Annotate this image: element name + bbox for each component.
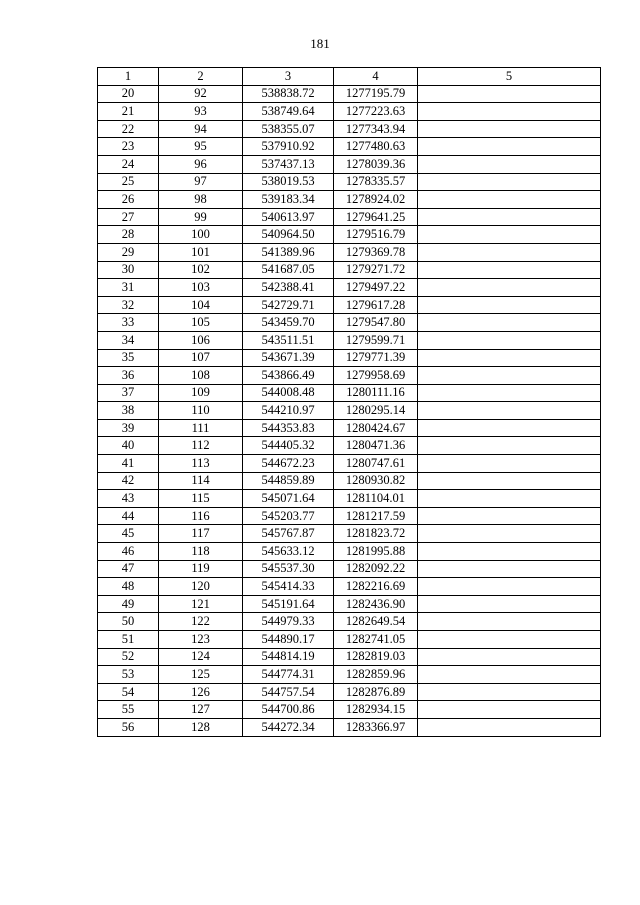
table-cell: 544008.48 bbox=[243, 384, 334, 402]
table-cell: 114 bbox=[159, 472, 243, 490]
table-cell: 1282859.96 bbox=[334, 666, 418, 684]
table-cell: 33 bbox=[98, 314, 159, 332]
table-row bbox=[98, 243, 601, 261]
table-row bbox=[98, 701, 601, 719]
table-cell: 32 bbox=[98, 296, 159, 314]
table-body bbox=[98, 85, 601, 736]
table-cell: 115 bbox=[159, 490, 243, 508]
table-cell: 50 bbox=[98, 613, 159, 631]
table-cell: 55 bbox=[98, 701, 159, 719]
table-cell: 1283366.97 bbox=[334, 718, 418, 736]
table-row bbox=[98, 525, 601, 543]
table-cell: 35 bbox=[98, 349, 159, 367]
table-cell: 538749.64 bbox=[243, 103, 334, 121]
table-cell: 98 bbox=[159, 191, 243, 209]
table-cell: 42 bbox=[98, 472, 159, 490]
table-cell: 107 bbox=[159, 349, 243, 367]
table-cell bbox=[418, 103, 601, 121]
table-cell bbox=[418, 437, 601, 455]
table-cell bbox=[418, 613, 601, 631]
table-cell bbox=[418, 191, 601, 209]
table-row bbox=[98, 367, 601, 385]
table-cell: 34 bbox=[98, 331, 159, 349]
table-cell bbox=[418, 560, 601, 578]
column-header: 4 bbox=[334, 68, 418, 86]
table-cell: 1280930.82 bbox=[334, 472, 418, 490]
table-cell: 112 bbox=[159, 437, 243, 455]
table-cell: 1277223.63 bbox=[334, 103, 418, 121]
table-cell: 543511.51 bbox=[243, 331, 334, 349]
table-row bbox=[98, 437, 601, 455]
table-cell bbox=[418, 718, 601, 736]
table-cell bbox=[418, 472, 601, 490]
table-cell: 101 bbox=[159, 243, 243, 261]
table-cell: 537910.92 bbox=[243, 138, 334, 156]
table-cell: 1278924.02 bbox=[334, 191, 418, 209]
table-cell: 28 bbox=[98, 226, 159, 244]
table-cell: 1282649.54 bbox=[334, 613, 418, 631]
table-cell bbox=[418, 296, 601, 314]
table-cell bbox=[418, 243, 601, 261]
table-row bbox=[98, 155, 601, 173]
table-row bbox=[98, 384, 601, 402]
table-cell: 43 bbox=[98, 490, 159, 508]
table-cell bbox=[418, 314, 601, 332]
table-cell: 128 bbox=[159, 718, 243, 736]
table-row bbox=[98, 208, 601, 226]
table-cell: 51 bbox=[98, 631, 159, 649]
table-cell: 542729.71 bbox=[243, 296, 334, 314]
table-cell: 25 bbox=[98, 173, 159, 191]
table-cell bbox=[418, 419, 601, 437]
table-cell: 538019.53 bbox=[243, 173, 334, 191]
table-row bbox=[98, 314, 601, 332]
table-cell: 1281995.88 bbox=[334, 543, 418, 561]
table-cell: 106 bbox=[159, 331, 243, 349]
table-row bbox=[98, 279, 601, 297]
table-cell: 113 bbox=[159, 455, 243, 473]
table-cell bbox=[418, 666, 601, 684]
table-cell: 1278335.57 bbox=[334, 173, 418, 191]
table-cell: 1279547.80 bbox=[334, 314, 418, 332]
table-cell: 117 bbox=[159, 525, 243, 543]
table-cell: 96 bbox=[159, 155, 243, 173]
table-cell: 56 bbox=[98, 718, 159, 736]
table-cell: 48 bbox=[98, 578, 159, 596]
table-cell bbox=[418, 261, 601, 279]
table-cell: 544814.19 bbox=[243, 648, 334, 666]
table-row bbox=[98, 718, 601, 736]
table-row bbox=[98, 543, 601, 561]
table-cell bbox=[418, 173, 601, 191]
table-cell bbox=[418, 138, 601, 156]
table-cell bbox=[418, 595, 601, 613]
table-cell: 1281217.59 bbox=[334, 507, 418, 525]
table-row bbox=[98, 349, 601, 367]
table-row bbox=[98, 296, 601, 314]
table-cell: 111 bbox=[159, 419, 243, 437]
table-cell bbox=[418, 701, 601, 719]
table-cell: 23 bbox=[98, 138, 159, 156]
table-cell: 1282436.90 bbox=[334, 595, 418, 613]
table-cell: 54 bbox=[98, 683, 159, 701]
table-cell bbox=[418, 648, 601, 666]
table-cell: 544405.32 bbox=[243, 437, 334, 455]
table-row bbox=[98, 103, 601, 121]
table-cell: 38 bbox=[98, 402, 159, 420]
table-cell bbox=[418, 683, 601, 701]
table-cell: 538838.72 bbox=[243, 85, 334, 103]
table-cell: 544774.31 bbox=[243, 666, 334, 684]
table-cell: 1281823.72 bbox=[334, 525, 418, 543]
table-row bbox=[98, 226, 601, 244]
table-cell: 41 bbox=[98, 455, 159, 473]
table-cell: 1279599.71 bbox=[334, 331, 418, 349]
table-cell: 126 bbox=[159, 683, 243, 701]
table-row bbox=[98, 331, 601, 349]
table-cell: 1277343.94 bbox=[334, 120, 418, 138]
table-cell: 46 bbox=[98, 543, 159, 561]
table-cell: 1279958.69 bbox=[334, 367, 418, 385]
table-cell: 1277195.79 bbox=[334, 85, 418, 103]
table-row bbox=[98, 85, 601, 103]
table-cell: 105 bbox=[159, 314, 243, 332]
table-cell: 1280295.14 bbox=[334, 402, 418, 420]
table-cell: 29 bbox=[98, 243, 159, 261]
table-cell: 1280424.67 bbox=[334, 419, 418, 437]
table-cell bbox=[418, 507, 601, 525]
table-cell: 45 bbox=[98, 525, 159, 543]
table-row bbox=[98, 138, 601, 156]
table-cell bbox=[418, 85, 601, 103]
table-cell bbox=[418, 331, 601, 349]
table-header-row bbox=[98, 68, 601, 86]
table-cell: 47 bbox=[98, 560, 159, 578]
table-cell: 1281104.01 bbox=[334, 490, 418, 508]
table-cell: 125 bbox=[159, 666, 243, 684]
table-cell: 1279641.25 bbox=[334, 208, 418, 226]
table-cell: 118 bbox=[159, 543, 243, 561]
table-row bbox=[98, 120, 601, 138]
table-cell: 53 bbox=[98, 666, 159, 684]
table-cell: 120 bbox=[159, 578, 243, 596]
table-cell: 543866.49 bbox=[243, 367, 334, 385]
table-cell: 1280471.36 bbox=[334, 437, 418, 455]
table-cell: 540613.97 bbox=[243, 208, 334, 226]
table-cell: 102 bbox=[159, 261, 243, 279]
table-cell: 544979.33 bbox=[243, 613, 334, 631]
table-cell: 544757.54 bbox=[243, 683, 334, 701]
table-cell: 545191.64 bbox=[243, 595, 334, 613]
table-cell: 1280111.16 bbox=[334, 384, 418, 402]
table-cell: 103 bbox=[159, 279, 243, 297]
table-cell: 109 bbox=[159, 384, 243, 402]
table-cell: 541389.96 bbox=[243, 243, 334, 261]
table-cell: 1277480.63 bbox=[334, 138, 418, 156]
table-cell: 26 bbox=[98, 191, 159, 209]
table-cell: 100 bbox=[159, 226, 243, 244]
table-cell: 1282216.69 bbox=[334, 578, 418, 596]
table-cell: 94 bbox=[159, 120, 243, 138]
table-cell: 1279617.28 bbox=[334, 296, 418, 314]
table-row bbox=[98, 578, 601, 596]
table-row bbox=[98, 490, 601, 508]
table-cell: 97 bbox=[159, 173, 243, 191]
table-cell: 95 bbox=[159, 138, 243, 156]
table-cell bbox=[418, 402, 601, 420]
table-cell: 1282092.22 bbox=[334, 560, 418, 578]
coordinates-table bbox=[97, 67, 601, 737]
table-row bbox=[98, 173, 601, 191]
table-row bbox=[98, 683, 601, 701]
table-cell bbox=[418, 631, 601, 649]
table-cell: 22 bbox=[98, 120, 159, 138]
table-cell: 116 bbox=[159, 507, 243, 525]
table-cell: 110 bbox=[159, 402, 243, 420]
table-cell: 543459.70 bbox=[243, 314, 334, 332]
table-cell: 49 bbox=[98, 595, 159, 613]
table-cell: 93 bbox=[159, 103, 243, 121]
table-cell: 545071.64 bbox=[243, 490, 334, 508]
table-row bbox=[98, 613, 601, 631]
table-cell: 544700.86 bbox=[243, 701, 334, 719]
table-cell: 44 bbox=[98, 507, 159, 525]
table-cell: 1282934.15 bbox=[334, 701, 418, 719]
table-cell bbox=[418, 578, 601, 596]
table-cell: 99 bbox=[159, 208, 243, 226]
table-cell: 123 bbox=[159, 631, 243, 649]
table-cell bbox=[418, 120, 601, 138]
table-cell: 104 bbox=[159, 296, 243, 314]
table-cell bbox=[418, 279, 601, 297]
table-row bbox=[98, 472, 601, 490]
table-cell: 124 bbox=[159, 648, 243, 666]
table-cell bbox=[418, 455, 601, 473]
table-cell: 21 bbox=[98, 103, 159, 121]
table-cell: 24 bbox=[98, 155, 159, 173]
table-cell: 540964.50 bbox=[243, 226, 334, 244]
table-cell: 27 bbox=[98, 208, 159, 226]
table-cell: 544272.34 bbox=[243, 718, 334, 736]
table-cell: 1282741.05 bbox=[334, 631, 418, 649]
table-cell: 37 bbox=[98, 384, 159, 402]
table-cell: 1278039.36 bbox=[334, 155, 418, 173]
table-row bbox=[98, 631, 601, 649]
table-cell: 52 bbox=[98, 648, 159, 666]
table-cell: 543671.39 bbox=[243, 349, 334, 367]
page-number: 181 bbox=[310, 36, 330, 51]
table-cell: 31 bbox=[98, 279, 159, 297]
table-cell: 538355.07 bbox=[243, 120, 334, 138]
table-cell: 1279271.72 bbox=[334, 261, 418, 279]
table-row bbox=[98, 507, 601, 525]
table-row bbox=[98, 402, 601, 420]
table-row bbox=[98, 455, 601, 473]
column-header: 3 bbox=[243, 68, 334, 86]
table-cell: 122 bbox=[159, 613, 243, 631]
table-cell: 119 bbox=[159, 560, 243, 578]
table-cell: 544890.17 bbox=[243, 631, 334, 649]
table-cell: 544672.23 bbox=[243, 455, 334, 473]
table-cell: 92 bbox=[159, 85, 243, 103]
table-cell: 1282819.03 bbox=[334, 648, 418, 666]
table-cell bbox=[418, 367, 601, 385]
table-cell: 545537.30 bbox=[243, 560, 334, 578]
table-cell bbox=[418, 226, 601, 244]
table-cell: 544859.89 bbox=[243, 472, 334, 490]
table-cell: 108 bbox=[159, 367, 243, 385]
table-cell: 1280747.61 bbox=[334, 455, 418, 473]
table-cell bbox=[418, 155, 601, 173]
table-cell bbox=[418, 490, 601, 508]
table-cell bbox=[418, 349, 601, 367]
table-cell bbox=[418, 208, 601, 226]
table-row bbox=[98, 419, 601, 437]
table-row bbox=[98, 191, 601, 209]
table-cell: 39 bbox=[98, 419, 159, 437]
table-cell: 544353.83 bbox=[243, 419, 334, 437]
table-cell: 40 bbox=[98, 437, 159, 455]
table-cell: 127 bbox=[159, 701, 243, 719]
table-cell: 1279497.22 bbox=[334, 279, 418, 297]
table-cell: 121 bbox=[159, 595, 243, 613]
table-cell: 1279369.78 bbox=[334, 243, 418, 261]
table-cell: 1279516.79 bbox=[334, 226, 418, 244]
column-header: 5 bbox=[418, 68, 601, 86]
table-cell: 1282876.89 bbox=[334, 683, 418, 701]
column-header: 1 bbox=[98, 68, 159, 86]
table-cell: 545633.12 bbox=[243, 543, 334, 561]
table-cell bbox=[418, 543, 601, 561]
table-cell: 545767.87 bbox=[243, 525, 334, 543]
table-row bbox=[98, 648, 601, 666]
table-row bbox=[98, 595, 601, 613]
table-cell: 542388.41 bbox=[243, 279, 334, 297]
table-cell: 541687.05 bbox=[243, 261, 334, 279]
table-cell: 545203.77 bbox=[243, 507, 334, 525]
table-cell: 545414.33 bbox=[243, 578, 334, 596]
table-cell: 537437.13 bbox=[243, 155, 334, 173]
column-header: 2 bbox=[159, 68, 243, 86]
table-row bbox=[98, 261, 601, 279]
table-cell bbox=[418, 525, 601, 543]
table-cell: 544210.97 bbox=[243, 402, 334, 420]
table-cell: 30 bbox=[98, 261, 159, 279]
table-cell: 1279771.39 bbox=[334, 349, 418, 367]
table-cell: 539183.34 bbox=[243, 191, 334, 209]
table-cell bbox=[418, 384, 601, 402]
table-row bbox=[98, 560, 601, 578]
table-row bbox=[98, 666, 601, 684]
table-cell: 36 bbox=[98, 367, 159, 385]
table-cell: 20 bbox=[98, 85, 159, 103]
